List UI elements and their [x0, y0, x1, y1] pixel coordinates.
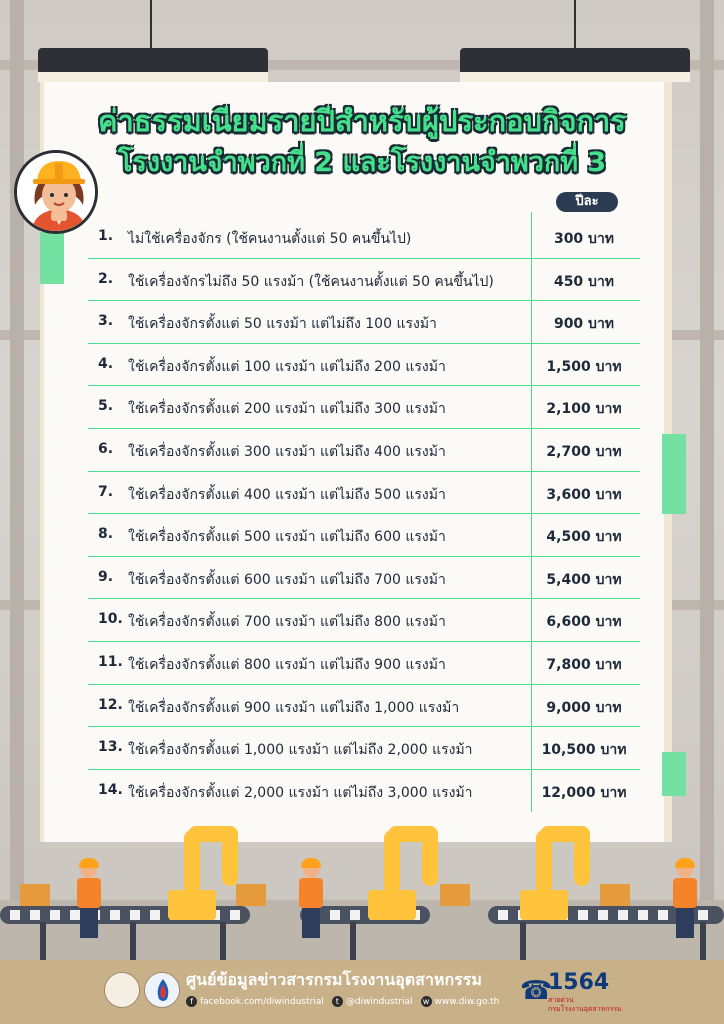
table-row [88, 770, 640, 813]
social-links [186, 996, 516, 1007]
robot-arm-base [368, 890, 416, 920]
table-row [88, 727, 640, 770]
lamp-wire [574, 0, 576, 50]
table-row [88, 429, 640, 472]
factory-worker [298, 862, 324, 938]
row-price: 5,400 บาท [546, 571, 622, 588]
row-number: 13. [98, 739, 123, 756]
row-price: 450 บาท [553, 273, 615, 290]
twitter-link[interactable] [332, 996, 413, 1007]
row-number: 9. [98, 568, 114, 585]
robot-arm [222, 830, 238, 886]
row-price: 10,500 บาท [541, 742, 627, 759]
row-number: 14. [98, 781, 123, 798]
factory-worker [76, 862, 102, 938]
hotline-number: 1564 [548, 970, 610, 995]
row-number: 3. [98, 313, 114, 330]
conveyor-leg [520, 922, 526, 960]
row-price: 4,500 บาท [546, 529, 622, 546]
facebook-link[interactable] [186, 996, 324, 1007]
website-text: www.diw.go.th [434, 997, 500, 1007]
row-number: 12. [98, 696, 123, 713]
row-description: ไม่ใช้เครื่องจักร (ใช้คนงานตั้งแต่ 50 คนขึ้นไป) [128, 231, 412, 247]
row-number: 10. [98, 611, 123, 628]
page-title-line1: ค่าธรรมเนียมรายปีสำหรับผู้ประกอบกิจการ [98, 104, 626, 138]
table-row [88, 557, 640, 600]
cargo-box [20, 884, 50, 906]
web-icon: w [421, 996, 432, 1007]
robot-arm [422, 830, 438, 886]
green-accent-bar [662, 752, 686, 796]
table-row [88, 685, 640, 728]
table-row [88, 599, 640, 642]
facebook-icon: f [186, 996, 197, 1007]
row-number: 11. [98, 653, 123, 670]
row-price: 9,000 บาท [546, 699, 622, 716]
lamp-wire [150, 0, 152, 50]
row-price: 3,600 บาท [546, 486, 622, 503]
row-description: ใช้เครื่องจักรตั้งแต่ 900 แรงม้า แต่ไม่ถึง 1,000 แรงม้า [128, 699, 460, 716]
robot-arm-base [168, 890, 216, 920]
fee-table [88, 216, 640, 812]
lamp-glow [460, 72, 690, 82]
row-price: 2,700 บาท [546, 443, 622, 460]
conveyor-leg [350, 922, 356, 960]
robot-arm-base [520, 890, 568, 920]
ceiling-lamp [460, 48, 690, 72]
table-row [88, 514, 640, 557]
row-number: 2. [98, 270, 114, 287]
row-description: ใช้เครื่องจักรตั้งแต่ 400 แรงม้า แต่ไม่ถึง 500 แรงม้า [128, 486, 446, 503]
worker-avatar-icon [14, 150, 98, 234]
lamp-glow [38, 72, 268, 82]
website-link[interactable] [421, 996, 500, 1007]
row-description: ใช้เครื่องจักรตั้งแต่ 600 แรงม้า แต่ไม่ถึง 700 แรงม้า [128, 571, 446, 588]
ceiling-lamp [38, 48, 268, 72]
phone-icon: ☎ [520, 976, 553, 1006]
green-accent-bar [40, 232, 64, 284]
row-description: ใช้เครื่องจักรไม่ถึง 50 แรงม้า (ใช้คนงานตั้งแต่ 50 คนขึ้นไป) [128, 273, 494, 290]
table-row [88, 301, 640, 344]
page-title-line2: โรงงานจำพวกที่ 2 และโรงงานจำพวกที่ 3 [117, 147, 607, 178]
table-row [88, 472, 640, 515]
row-price: 1,500 บาท [546, 358, 622, 375]
green-accent-bar [662, 434, 686, 514]
hotline-caption [548, 996, 622, 1014]
cargo-box [236, 884, 266, 906]
facebook-text: facebook.com/diwindustrial [200, 997, 324, 1007]
row-description: ใช้เครื่องจักรตั้งแต่ 2,000 แรงม้า แต่ไม่ถึง 3,000 แรงม้า [128, 784, 473, 801]
hotline-caption-line2: กรมโรงงานอุตสาหกรรม [548, 1005, 622, 1013]
twitter-text: @diwindustrial [345, 997, 413, 1007]
conveyor-leg [40, 922, 46, 960]
conveyor-leg [700, 922, 706, 960]
table-row [88, 259, 640, 302]
table-row [88, 344, 640, 387]
row-number: 6. [98, 440, 114, 457]
row-description: ใช้เครื่องจักรตั้งแต่ 50 แรงม้า แต่ไม่ถึง 100 แรงม้า [128, 316, 437, 333]
row-description: ใช้เครื่องจักรตั้งแต่ 200 แรงม้า แต่ไม่ถึง 300 แรงม้า [128, 401, 446, 418]
factory-worker [672, 862, 698, 938]
row-number: 5. [98, 398, 114, 415]
row-description: ใช้เครื่องจักรตั้งแต่ 100 แรงม้า แต่ไม่ถึง 200 แรงม้า [128, 358, 446, 375]
row-number: 8. [98, 526, 114, 543]
row-number: 4. [98, 355, 114, 372]
row-price: 6,600 บาท [546, 614, 622, 631]
row-price: 900 บาท [553, 316, 615, 333]
row-price: 300 บาท [553, 231, 615, 247]
hotline-caption-line1: สายด่วน [548, 996, 574, 1004]
row-description: ใช้เครื่องจักรตั้งแต่ 800 แรงม้า แต่ไม่ถึง 900 แรงม้า [128, 656, 446, 673]
row-description: ใช้เครื่องจักรตั้งแต่ 1,000 แรงม้า แต่ไม่ถึง 2,000 แรงม้า [128, 742, 473, 759]
conveyor-leg [220, 922, 226, 960]
table-row [88, 386, 640, 429]
table-row [88, 216, 640, 259]
robot-arm [574, 830, 590, 886]
row-description: ใช้เครื่องจักรตั้งแต่ 500 แรงม้า แต่ไม่ถึง 600 แรงม้า [128, 529, 446, 546]
row-number: 7. [98, 483, 114, 500]
cargo-box [600, 884, 630, 906]
row-price: 2,100 บาท [546, 401, 622, 418]
diw-logo-icon [144, 972, 180, 1008]
conveyor-leg [130, 922, 136, 960]
row-price: 12,000 บาท [541, 784, 627, 801]
org-name: ศูนย์ข้อมูลข่าวสารกรมโรงงานอุตสาหกรรม [186, 970, 482, 989]
twitter-icon: t [332, 996, 343, 1007]
row-description: ใช้เครื่องจักรตั้งแต่ 700 แรงม้า แต่ไม่ถึง 800 แรงม้า [128, 614, 446, 631]
row-price: 7,800 บาท [546, 656, 622, 673]
table-row [88, 642, 640, 685]
cargo-box [440, 884, 470, 906]
row-number: 1. [98, 228, 114, 244]
ministry-seal-icon [104, 972, 140, 1008]
unit-badge: ปีละ [556, 192, 618, 212]
row-description: ใช้เครื่องจักรตั้งแต่ 300 แรงม้า แต่ไม่ถึง 400 แรงม้า [128, 443, 446, 460]
